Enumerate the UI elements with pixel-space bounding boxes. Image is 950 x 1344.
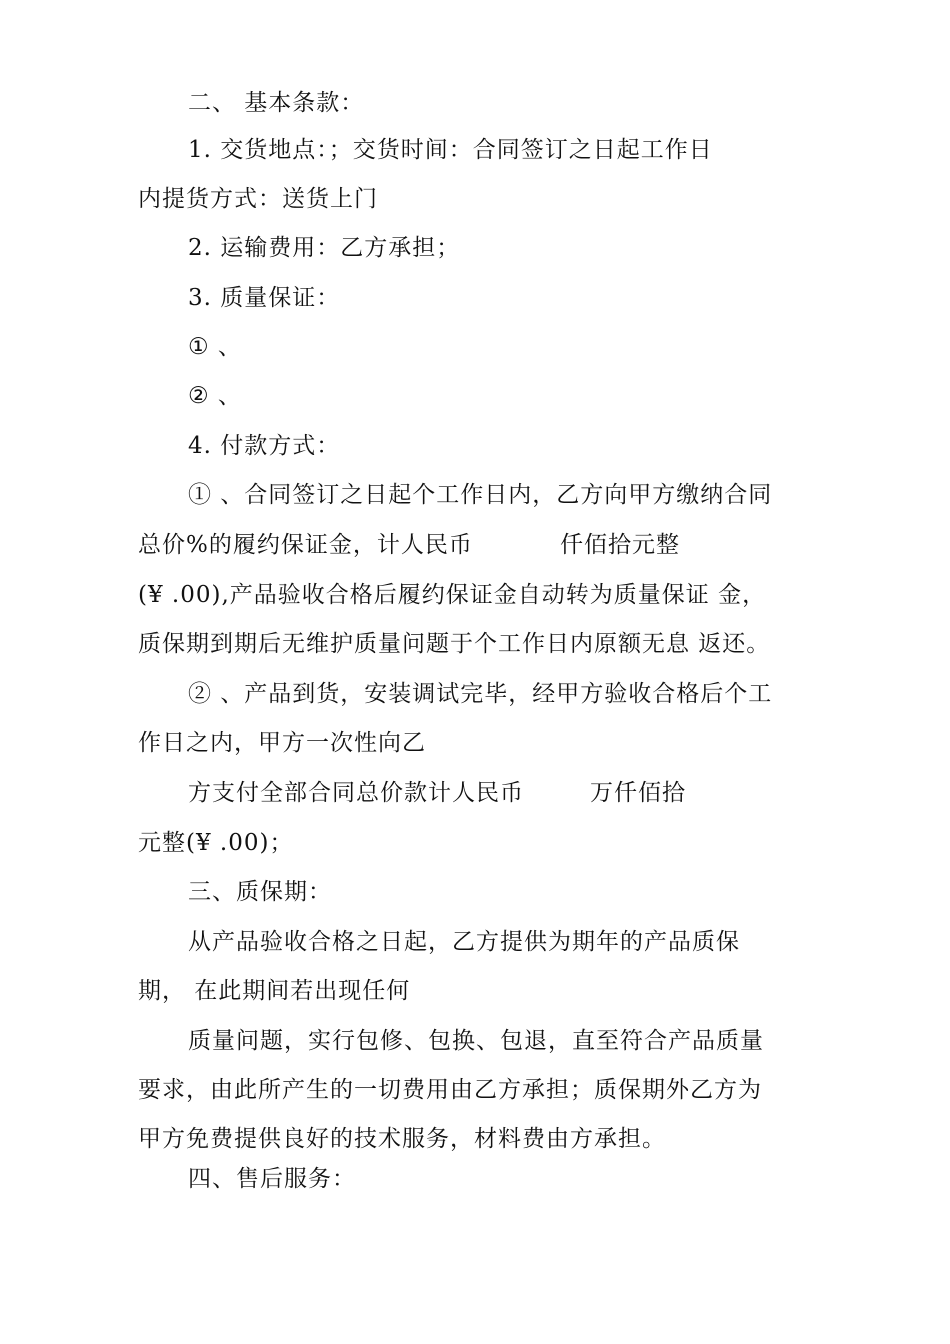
section-heading-basic-terms: 二、 基本条款： (188, 90, 365, 116)
payment-item-1: ① 、合同签订之日起个工作日内，乙方向甲方缴纳合同 (188, 482, 773, 508)
paragraph-warranty: 从产品验收合格之日起，乙方提供为期年的产品质保 (188, 929, 740, 955)
paragraph-warranty-line2: 期， 在此期间若出现任何 (138, 978, 411, 1004)
payment-item-2-line2: 作日之内，甲方一次性向乙 (138, 730, 426, 756)
paragraph-payment-method: 4. 付款方式： (188, 433, 341, 459)
payment-item-1-line2: 总价%的履约保证金，计人民币 (138, 532, 473, 558)
paragraph-delivery: 1. 交货地点：；交货时间：合同签订之日起工作日 (188, 137, 713, 163)
list-item-quality-2: ② 、 (188, 383, 242, 409)
paragraph-warranty-line3: 质量问题，实行包修、包换、包退，直至符合产品质量 (188, 1028, 764, 1054)
payment-item-1-line4: 质保期到期后无维护质量问题于个工作日内原额无息 返还。 (138, 631, 771, 657)
payment-item-1-amount-words: 仟佰拾元整 (560, 532, 680, 558)
paragraph-warranty-line4: 要求，由此所产生的一切费用由乙方承担；质保期外乙方为 (138, 1077, 762, 1103)
payment-item-2-line4: 元整(¥ .00)； (138, 830, 294, 856)
paragraph-warranty-line5: 甲方免费提供良好的技术服务，材料费由方承担。 (138, 1126, 666, 1152)
section-heading-warranty: 三、质保期： (188, 879, 332, 905)
paragraph-quality-assurance: 3. 质量保证： (188, 285, 341, 311)
payment-item-2: ② 、产品到货，安装调试完毕，经甲方验收合格后个工 (188, 681, 773, 707)
list-item-quality-1: ① 、 (188, 334, 242, 360)
payment-item-1-line3: (¥ .00),产品验收合格后履约保证金自动转为质量保证 金， (138, 582, 767, 608)
payment-item-2-line3: 方支付全部合同总价款计人民币 (188, 780, 524, 806)
payment-item-2-amount-words: 万仟佰拾 (590, 780, 686, 806)
paragraph-transport-cost: 2. 运输费用：乙方承担； (188, 235, 461, 261)
paragraph-delivery-cont: 内提货方式：送货上门 (138, 186, 378, 212)
section-heading-after-sales: 四、售后服务： (188, 1166, 356, 1192)
